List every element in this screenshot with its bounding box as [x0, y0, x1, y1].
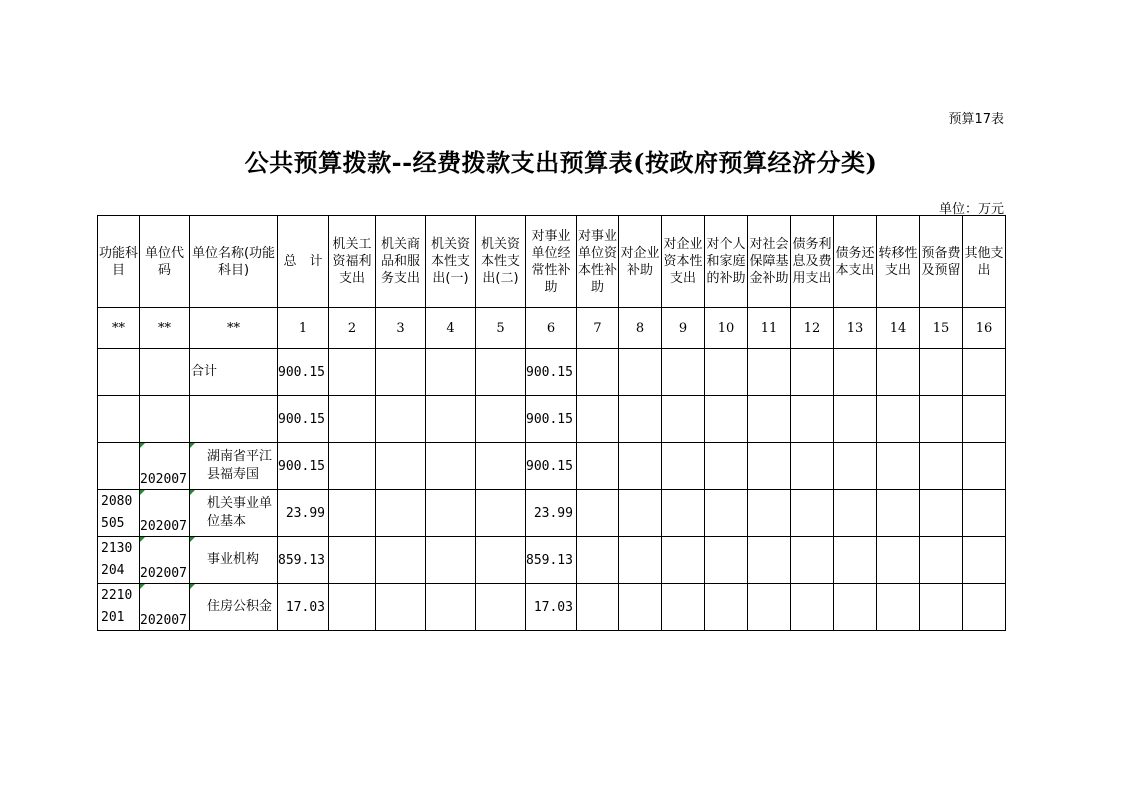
- header-cell: 转移性支出: [876, 216, 919, 308]
- total-cell: 900.15: [278, 396, 329, 443]
- header-cell: 单位代码: [140, 216, 190, 308]
- table-row: [98, 396, 1006, 443]
- index-cell: 2: [329, 308, 376, 349]
- index-cell: 3: [376, 308, 426, 349]
- unit-label: 单位：万元: [938, 202, 1004, 217]
- index-cell: 7: [576, 308, 618, 349]
- unit-code-cell: [140, 396, 190, 443]
- table-row: [98, 349, 1006, 396]
- index-cell: **: [140, 308, 190, 349]
- header-cell: 预备费及预留: [919, 216, 962, 308]
- header-cell: 单位名称(功能科目): [190, 216, 278, 308]
- index-cell: 14: [876, 308, 919, 349]
- unit-code-cell: 202007: [140, 443, 190, 490]
- function-code-cell: [98, 443, 140, 490]
- total-cell: 859.13: [278, 537, 329, 584]
- header-cell: 机关资本性支出(一): [426, 216, 476, 308]
- unit-name-cell: 住房公积金: [190, 584, 278, 631]
- unit-name-cell: 机关事业单位基本: [190, 490, 278, 537]
- index-cell: 11: [747, 308, 790, 349]
- unit-name-cell: 合计: [190, 349, 278, 396]
- index-row: [98, 308, 1006, 349]
- header-cell: 功能科目: [98, 216, 140, 308]
- public-institution-subsidy-cell: 859.13: [526, 537, 577, 584]
- unit-name-cell: 事业机构: [190, 537, 278, 584]
- index-cell: **: [190, 308, 278, 349]
- header-cell: 机关工资福利支出: [329, 216, 376, 308]
- header-cell: 债务还本支出: [833, 216, 876, 308]
- table-number: 预算17表: [948, 112, 1004, 127]
- page-title: 公共预算拨款--经费拨款支出预算表(按政府预算经济分类): [244, 148, 878, 177]
- function-code-cell: 2130204: [98, 537, 140, 584]
- public-institution-subsidy-cell: 900.15: [526, 349, 577, 396]
- index-cell: 12: [790, 308, 833, 349]
- function-code-cell: [98, 396, 140, 443]
- unit-code-cell: 202007: [140, 584, 190, 631]
- function-code-cell: 2210201: [98, 584, 140, 631]
- header-cell: 债务利息及费用支出: [790, 216, 833, 308]
- header-cell: 对社会保障基金补助: [747, 216, 790, 308]
- total-cell: 23.99: [278, 490, 329, 537]
- unit-name-cell: [190, 396, 278, 443]
- total-cell: 900.15: [278, 349, 329, 396]
- public-institution-subsidy-cell: 900.15: [526, 443, 577, 490]
- index-cell: 5: [476, 308, 526, 349]
- function-code-cell: 2080505: [98, 490, 140, 537]
- index-cell: 4: [426, 308, 476, 349]
- table-row: [98, 584, 1006, 631]
- header-cell: 其他支出: [962, 216, 1005, 308]
- unit-code-cell: [140, 349, 190, 396]
- unit-code-cell: 202007: [140, 537, 190, 584]
- header-cell: 机关资本性支出(二): [476, 216, 526, 308]
- index-cell: **: [98, 308, 140, 349]
- public-institution-subsidy-cell: 900.15: [526, 396, 577, 443]
- public-institution-subsidy-cell: 17.03: [526, 584, 577, 631]
- index-cell: 13: [833, 308, 876, 349]
- unit-code-cell: 202007: [140, 490, 190, 537]
- function-code-cell: [98, 349, 140, 396]
- index-cell: 16: [962, 308, 1005, 349]
- header-cell: 对企业资本性支出: [661, 216, 704, 308]
- total-cell: 17.03: [278, 584, 329, 631]
- header-cell: 机关商品和服务支出: [376, 216, 426, 308]
- table-row: [98, 537, 1006, 584]
- index-cell: 1: [278, 308, 329, 349]
- index-cell: 15: [919, 308, 962, 349]
- header-cell: 对企业补助: [618, 216, 661, 308]
- public-institution-subsidy-cell: 23.99: [526, 490, 577, 537]
- header-cell: 总 计: [278, 216, 329, 308]
- index-cell: 10: [704, 308, 747, 349]
- budget-table: [97, 215, 1006, 631]
- index-cell: 6: [526, 308, 577, 349]
- index-cell: 8: [618, 308, 661, 349]
- table-row: [98, 443, 1006, 490]
- header-cell: 对事业单位经常性补助: [526, 216, 577, 308]
- unit-name-cell: 湖南省平江县福寿国: [190, 443, 278, 490]
- table-row: [98, 490, 1006, 537]
- header-row: [98, 216, 1006, 308]
- index-cell: 9: [661, 308, 704, 349]
- total-cell: 900.15: [278, 443, 329, 490]
- header-cell: 对事业单位资本性补助: [576, 216, 618, 308]
- header-cell: 对个人和家庭的补助: [704, 216, 747, 308]
